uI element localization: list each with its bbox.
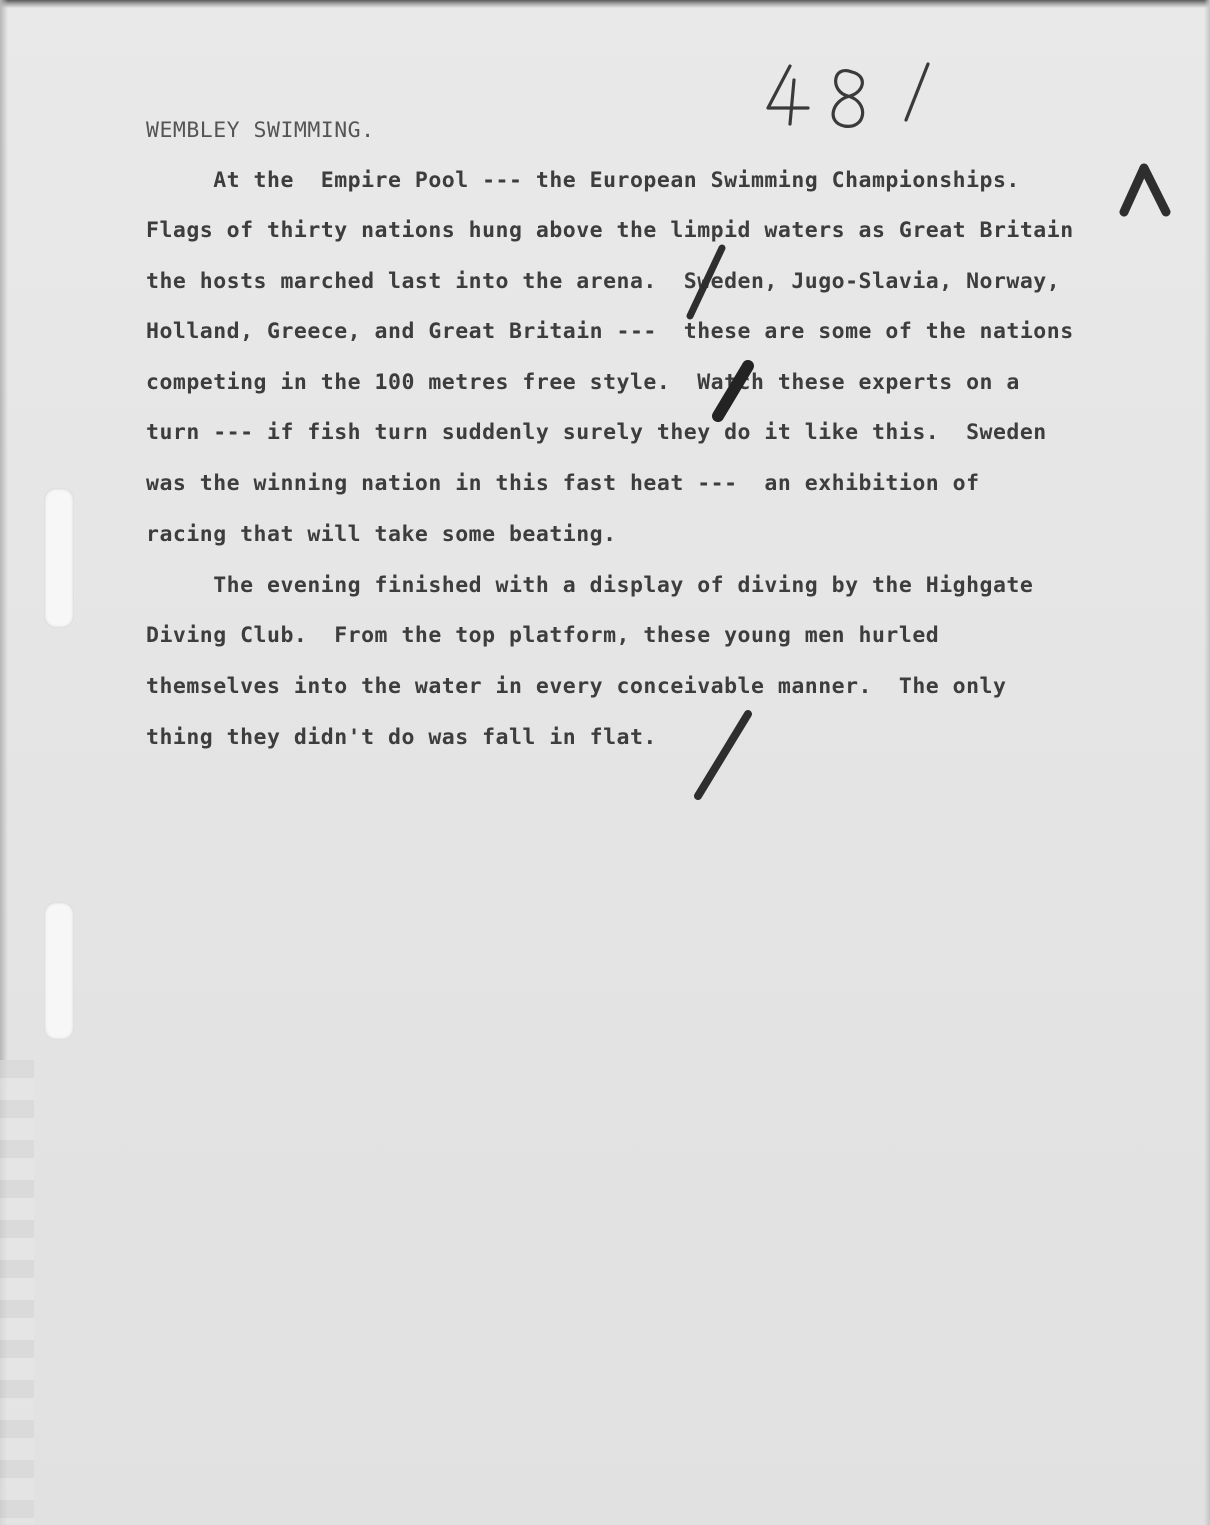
body-line-4: Holland, Greece, and Great Britain --- these are some of the nations [146, 319, 1074, 344]
body-line-6: turn --- if fish turn suddenly surely they do it like this. Sweden [146, 420, 1047, 445]
body-line-1: At the Empire Pool --- the European Swimming Championships. [146, 168, 1020, 193]
page-right-edge [1204, 0, 1210, 1525]
body-line-7: was the winning nation in this fast heat --- an exhibition of [146, 471, 980, 496]
handwritten-page-number [760, 58, 950, 138]
document-title: WEMBLEY SWIMMING. [146, 118, 375, 143]
caret-mark [1118, 162, 1172, 218]
body-line-5: competing in the 100 metres free style. Watch these experts on a [146, 370, 1020, 395]
body-line-11: themselves into the water in every conceivable manner. The only [146, 674, 1007, 699]
page-top-edge [0, 0, 1210, 8]
punch-hole-lower [44, 902, 74, 1040]
body-line-8: racing that will take some beating. [146, 522, 617, 547]
slash-mark [706, 360, 756, 422]
body-line-2: Flags of thirty nations hung above the limpid waters as Great Britain [146, 218, 1074, 243]
body-line-3: the hosts marched last into the arena. Sweden, Jugo-Slavia, Norway, [146, 269, 1061, 294]
body-line-12: thing they didn't do was fall in flat. [146, 725, 657, 750]
slash-mark [682, 242, 730, 322]
worn-margin [0, 1060, 34, 1525]
body-line-9: The evening finished with a display of diving by the Highgate [146, 573, 1034, 598]
body-line-10: Diving Club. From the top platform, these young men hurled [146, 623, 940, 648]
punch-hole-upper [44, 488, 74, 628]
slash-mark [688, 708, 758, 804]
